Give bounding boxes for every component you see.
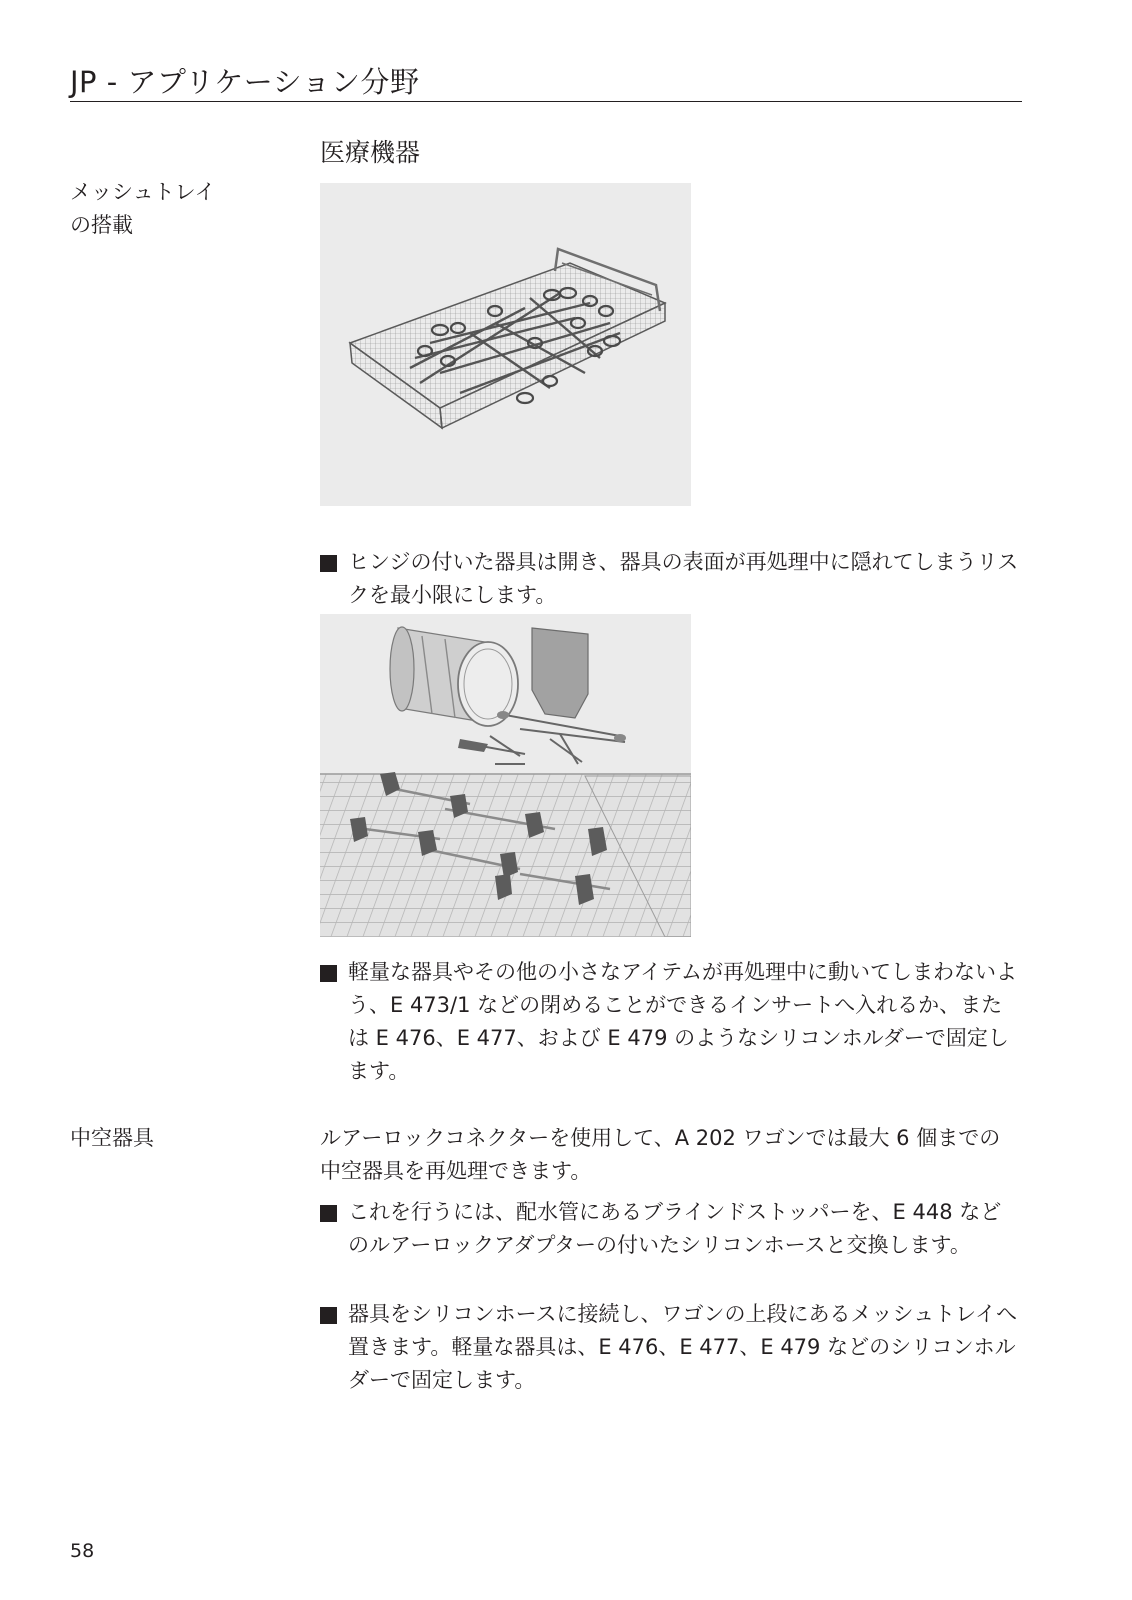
bullet-text: ヒンジの付いた器具は開き、器具の表面が再処理中に隠れてしまうリスクを最小限にします。	[348, 550, 1019, 607]
bullet-item	[320, 546, 1020, 612]
bullet-item	[320, 1298, 1020, 1397]
side-label-hollow-instruments: 中空器具	[70, 1126, 154, 1150]
bullet-text: これを行うには、配水管にあるブラインドストッパーを、E 448 などのルアーロックアダプターの付いたシリコンホースと交換します。	[348, 1200, 1002, 1257]
bullet-square-icon	[320, 555, 337, 572]
bullet-item	[320, 956, 1020, 1088]
header-divider	[70, 101, 1022, 102]
side-label-mesh-tray	[70, 176, 216, 242]
side-label-line: メッシュトレイ	[70, 180, 216, 204]
bullet-square-icon	[320, 1307, 337, 1324]
inserts-holders-illustration	[320, 614, 691, 937]
hollow-intro-paragraph: ルアーロックコネクターを使用して、A 202 ワゴンでは最大 6 個までの中空器具を再処理できます。	[320, 1126, 1001, 1183]
bullet-item	[320, 1196, 1020, 1262]
section-title: 医療機器	[320, 138, 421, 167]
bullet-square-icon	[320, 1205, 337, 1222]
side-label-line: の搭載	[70, 213, 133, 237]
bullet-text: 軽量な器具やその他の小さなアイテムが再処理中に動いてしまわないよう、E 473/1 などの閉めることができるインサートへ入れるか、または E 476、E 477、および E 479 のようなシリコンホルダーで固定します。	[348, 960, 1018, 1083]
bullet-square-icon	[320, 965, 337, 982]
bullet-text: 器具をシリコンホースに接続し、ワゴンの上段にあるメッシュトレイへ置きます。軽量な器具は、E 476、E 477、E 479 などのシリコンホルダーで固定します。	[348, 1302, 1018, 1392]
page-header-title: JP - アプリケーション分野	[70, 65, 420, 99]
page-number: 58	[70, 1540, 95, 1562]
mesh-tray-illustration	[320, 183, 691, 506]
